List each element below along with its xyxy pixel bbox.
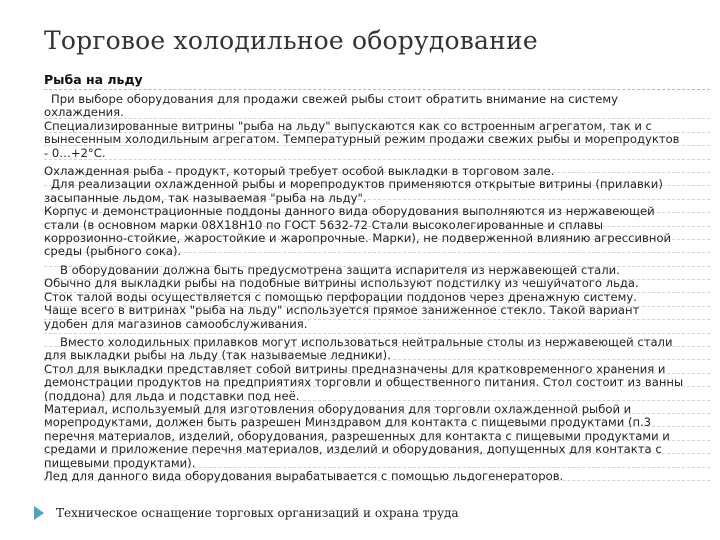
- paragraph: Чаще всего в витринах "рыба на льду" используется прямое заниженное стекло. Такой вариант удобен для магазинов самообслуживания.: [44, 303, 640, 331]
- paragraph: При выборе оборудования для продажи свежей рыбы стоит обратить внимание на систему охлаждения.: [44, 92, 618, 120]
- paragraph: Обычно для выкладки рыбы на подобные витрины используют подстилку из чешуйчатого льда.: [44, 276, 639, 291]
- paragraph: Лед для данного вида оборудования вырабатывается с помощью льдогенераторов.: [44, 468, 564, 483]
- paragraph: Охлажденная рыба - продукт, который требует особой выкладки в торговом зале.: [44, 164, 555, 179]
- section-heading: Рыба на льду: [44, 72, 143, 87]
- heading-divider: [44, 89, 710, 90]
- body-text: [44, 93, 686, 483]
- paragraph: Вместо холодильных прилавков могут использоваться нейтральные столы из нержавеющей стали для выкладки рыбы на льду (так называемые ледники).: [44, 334, 673, 363]
- paragraph: Сток талой воды осуществляется с помощью перфорации поддонов через дренажную систему.: [44, 289, 637, 304]
- triangle-bullet-icon: [34, 506, 44, 520]
- footer: [34, 506, 459, 520]
- paragraph: В оборудовании должна быть предусмотрена защита испарителя из нержавеющей стали.: [60, 262, 620, 277]
- paragraph: Материал, используемый для изготовления оборудования для торговли охлажденной рыбой и морепродуктами, должен быть разрешен Минздравом для контакта с пищевыми продуктами (п.3 перечня материалов, изделий, оборудования, разрешенных для контакта с пищевыми продуктами и средами и приложение перечня материалов, изделий и оборудования, допущенных для контакта с пищевыми продуктами).: [44, 401, 670, 470]
- paragraph: Специализированные витрины "рыба на льду" выпускаются как со встроенным агрегатом, так и с вынесенным холодильным агрегатом. Температурный режим продажи свежих рыбы и морепродуктов - 0…+2°С.: [44, 118, 680, 160]
- paragraph: Стол для выкладки представляет собой витрины предназначены для кратковременного хранения и демонстрации продуктов на предприятиях торговли и общественного питания. Стол состоит из ванны (поддона) для льда и подставки под неё.: [44, 361, 684, 403]
- slide-title: Торговое холодильное оборудование: [44, 26, 538, 55]
- footer-text: Техническое оснащение торговых организаций и охрана труда: [56, 506, 459, 520]
- paragraph: Корпус и демонстрационные поддоны данного вида оборудования выполняются из нержавеющей стали (в основном марки 08Х18Н10 по ГОСТ 5632-72 Стали высоколегированные и сплавы коррозионно-стойкие, жаростойкие и жаропрочные. Марки), не подверженной влиянию агрессивной среды (рыбного сока).: [44, 204, 672, 259]
- paragraph: Для реализации охлажденной рыбы и морепродуктов применяются открытые витрины (прилавки) засыпанные льдом, так называемая "рыба на льду".: [44, 177, 663, 205]
